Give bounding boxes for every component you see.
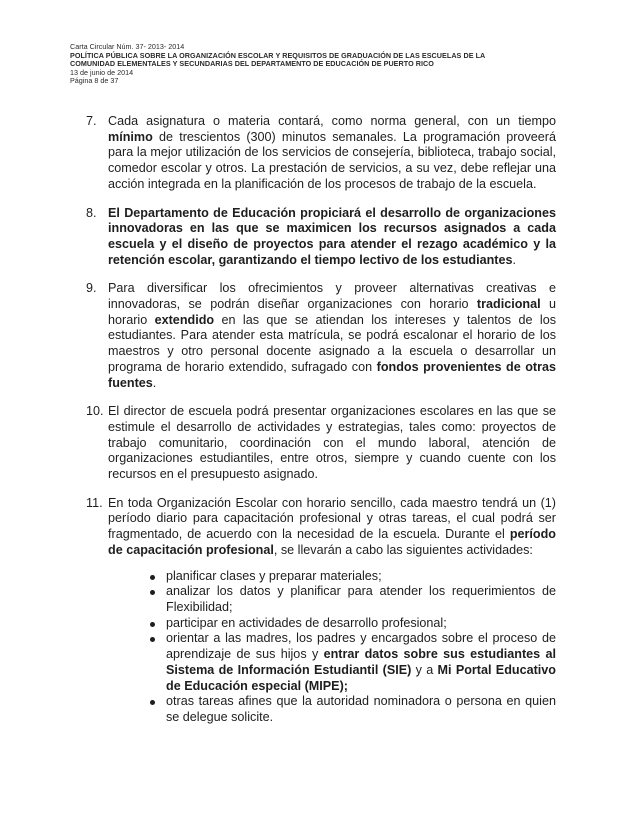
text-run: u horario — [108, 297, 556, 327]
bullet-item — [150, 569, 556, 585]
list-item-10 — [86, 404, 556, 483]
bullet-item — [150, 616, 556, 632]
bullet-icon — [150, 637, 155, 642]
bullet-item — [150, 631, 556, 694]
item-number: 9. — [86, 281, 97, 296]
header-circular-number: Carta Circular Núm. 37- 2013- 2014 — [70, 42, 185, 51]
bullet-icon — [150, 575, 155, 580]
item-text — [108, 404, 556, 483]
text-run: , se llevarán a cabo las siguientes actividades: — [273, 542, 533, 557]
header-policy-title-line-1: POLÍTICA PÚBLICA SOBRE LA ORGANIZACIÓN ESCOLAR Y REQUISITOS DE GRADUACIÓN DE LAS ESCUELAS DE LA — [70, 50, 486, 60]
text-run: Para diversificar los ofrecimientos y proveer alternativas creativas e innovadoras, se podrán diseñar organizaciones con horario — [108, 281, 556, 312]
page-header — [70, 43, 590, 86]
list-item-7 — [86, 114, 556, 193]
item-text — [108, 496, 556, 726]
bold-run: entrar datos sobre sus estudiantes al Sistema de Información Estudiantil (SIE) — [166, 647, 556, 677]
text-run: . — [512, 252, 517, 267]
text-run: participar en actividades de desarrollo profesional; — [166, 615, 447, 630]
list-item-8 — [86, 206, 556, 269]
text-run: El director de escuela podrá presentar organizaciones escolares en las que se estimule el desarrollo de actividades y estrategias, tales como: proyectos de trabajo comunitario, coordinación con el mundo laboral, atención de organizaciones estudiantiles, entre otros, siempre y cuando cuente con los recursos en el presupuesto asignado. — [108, 404, 556, 482]
item-paragraph — [108, 496, 556, 559]
item-text — [108, 281, 556, 391]
text-run: . — [152, 375, 157, 390]
text-run: En toda Organización Escolar con horario sencillo, cada maestro tendrá un (1) período diario para capacitación profesional y otras tareas, el cual podrá ser fragmentado, de acuerdo con la necesidad de la escuela. Durante el — [108, 495, 556, 542]
list-item-11 — [86, 496, 556, 726]
list-item-9 — [86, 281, 556, 391]
bullet-item — [150, 694, 556, 725]
item-number: 7. — [86, 114, 97, 128]
item-text — [108, 206, 556, 269]
text-run: orientar a las madres, los padres y encargados sobre el proceso de aprendizaje de sus hijos y — [166, 631, 556, 662]
document-body — [86, 114, 556, 739]
header-policy-title-line-2: COMUNIDAD ELEMENTALES Y SECUNDARIAS DEL DEPARTAMENTO DE EDUCACIÓN DE PUERTO RICO — [70, 59, 434, 69]
text-run: otras tareas afines que la autoridad nominadora o persona en quien se delegue solicite. — [166, 694, 556, 724]
bold-run: El Departamento de Educación propiciará el desarrollo de organizaciones innovadoras en las que se maximicen los recursos asignados a cada escuela y el diseño de proyectos para atender el rezago académico y la retención escolar, garantizando el tiempo lectivo de los estudiantes — [108, 205, 556, 267]
bold-run: mínimo — [108, 129, 153, 144]
text-run: analizar los datos y planificar para atender los requerimientos de Flexibilidad; — [166, 584, 556, 614]
item-number: 10. — [86, 404, 104, 419]
text-run: y a — [411, 662, 438, 677]
bullet-icon — [150, 700, 155, 705]
text-run: planificar clases y preparar materiales; — [166, 568, 382, 583]
item-number: 8. — [86, 205, 97, 220]
item-number: 11. — [86, 495, 103, 510]
activities-bullet-list — [108, 569, 556, 726]
bold-run: tradicional — [476, 297, 541, 312]
header-date: 13 de junio de 2014 — [70, 67, 134, 77]
text-run: de trescientos (300) minutos semanales. La programación proveerá para la mejor utilización de los servicios de consejería, biblioteca, trabajo social, comedor escolar y otros. La prestación de servicios, a su vez, debe reflejar una acción integrada en la planificación de los procesos de trabajo de la escuela. — [108, 129, 556, 191]
bold-run: extendido — [154, 312, 215, 327]
bold-run: Mi Portal Educativo de Educación especial (MIPE); — [166, 662, 556, 693]
bullet-icon — [150, 622, 155, 627]
bold-run: período de capacitación profesional — [108, 527, 556, 557]
item-text — [108, 114, 556, 193]
bold-run: fondos provenientes de otras fuentes — [108, 359, 557, 390]
text-run: en las que se atiendan los intereses y talentos de los estudiantes. Para atender esta matrícula, se podrá escalonar el horario de los maestros y otro personal docente asignado a la escuela o desarrollar un programa de horario extendido, sufragado con — [108, 312, 556, 374]
bullet-icon — [150, 590, 155, 595]
bullet-item — [150, 584, 556, 615]
text-run: Cada asignatura o materia contará, como norma general, con un tiempo — [108, 114, 556, 128]
header-page-number: Página 8 de 37 — [70, 76, 119, 86]
